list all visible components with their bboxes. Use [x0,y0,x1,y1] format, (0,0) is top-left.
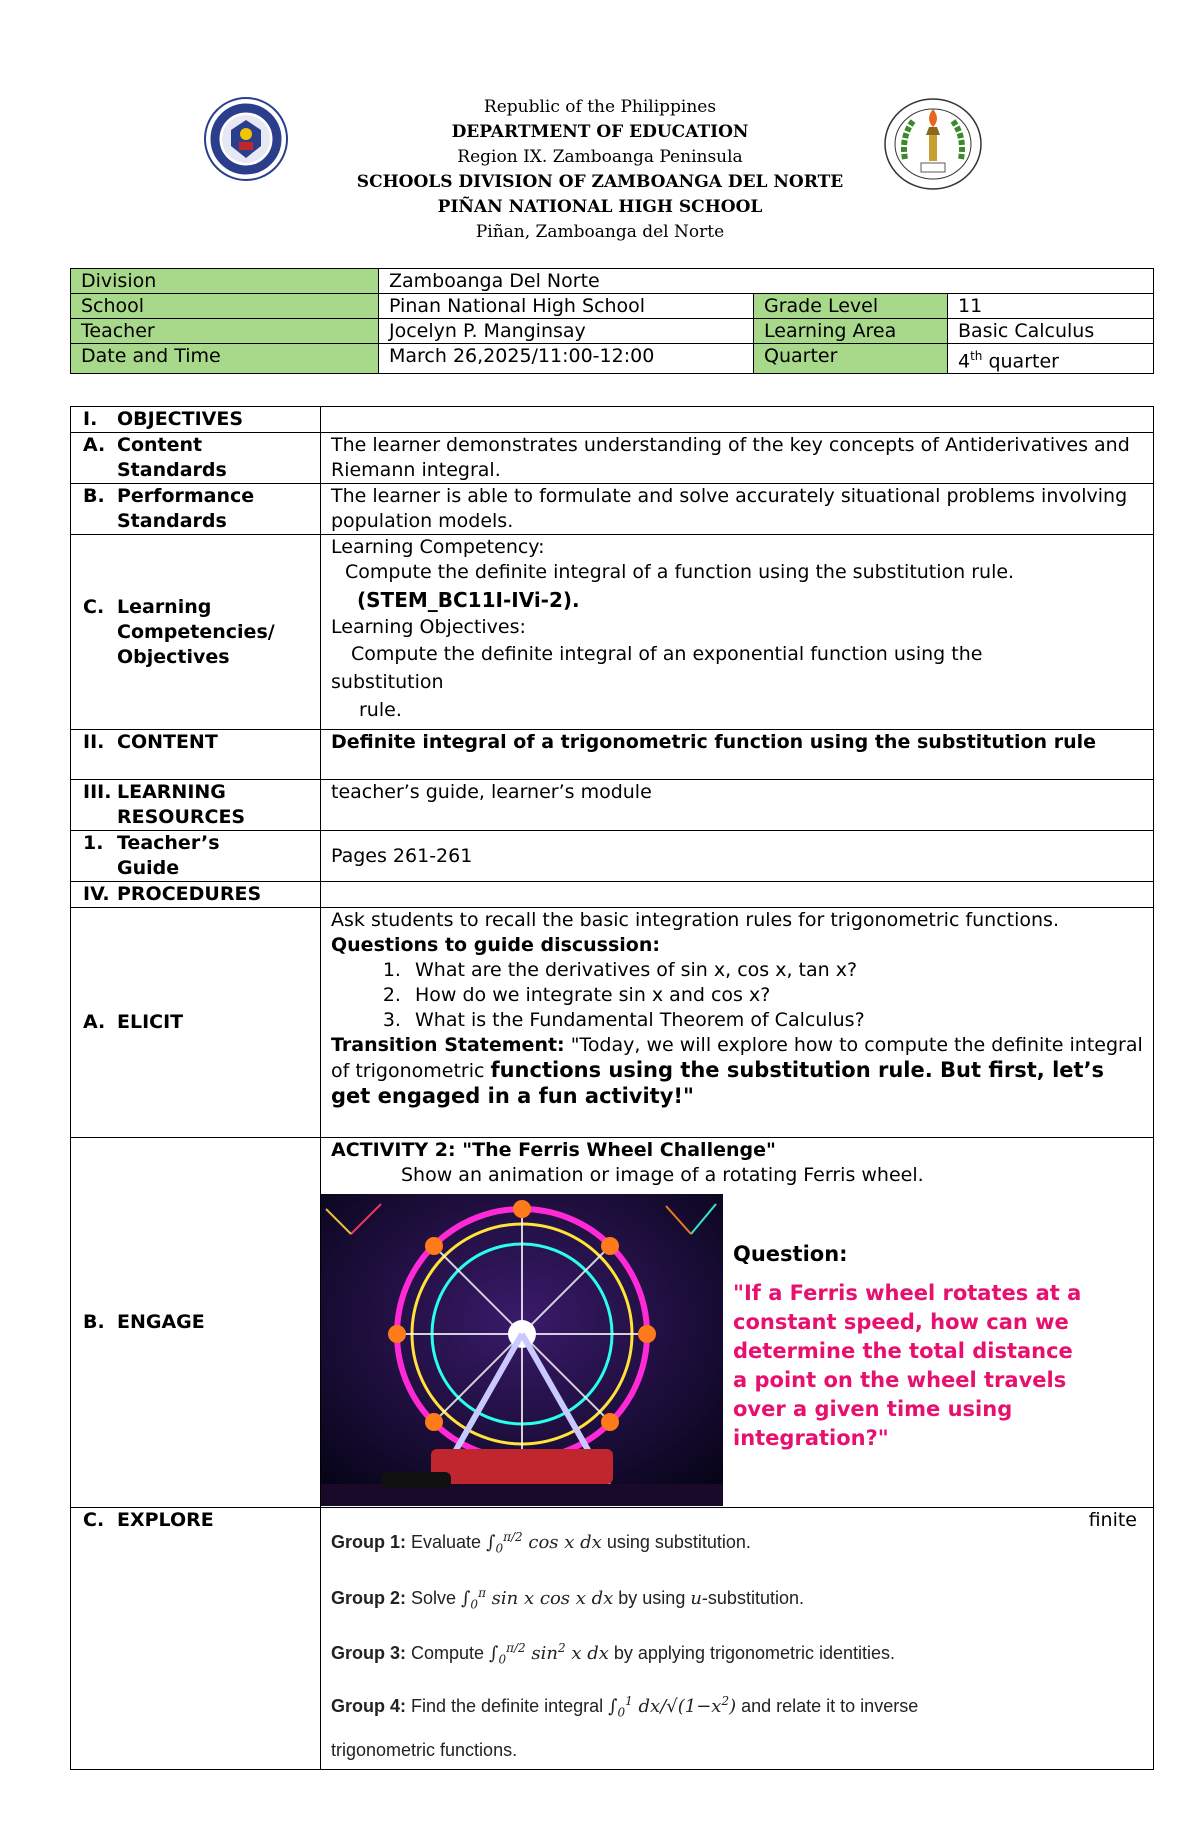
table-row [71,882,1154,908]
content-text: Definite integral of a trigonometric function using the substitution rule [321,730,1154,780]
table-row [71,1138,1154,1508]
grade-value: 11 [948,294,1154,319]
teacher-label: Teacher [71,319,379,344]
table-row [71,908,1154,1138]
engage-cell: ACTIVITY 2: "The Ferris Wheel Challenge" Show an animation or image of a rotating Ferris wheel. Question: "If a Ferris wheel rotates at a constant speed, how can we determine the total distance a point on the wheel travels over a given time using integration?" [321,1138,1154,1508]
procedures-label: IV. PROCEDURES [71,882,321,908]
table-row [71,319,1154,344]
lesson-plan-table [70,406,1154,1770]
teachers-guide-label: 1. Teacher’s Guide [71,831,321,882]
group-1-task: Group 1: Evaluate $\int_0^{\pi/2}$ cos x dx using substitution. [331,1530,751,1556]
table-row [71,780,1154,831]
quarter-value: 4th quarter [948,344,1154,374]
area-label: Learning Area [754,319,948,344]
table-row [71,433,1154,484]
resources-text: teacher’s guide, learner’s module [321,780,1154,831]
teachers-guide-text: Pages 261-261 [321,831,1154,882]
table-row [71,269,1154,294]
table-row [71,1508,1154,1770]
list-item: 2. How do we integrate sin x and cos x? [407,983,1143,1008]
grade-label: Grade Level [754,294,948,319]
division-value: Zamboanga Del Norte [379,269,1154,294]
table-row [71,294,1154,319]
competencies-cell: Learning Competency: Compute the definite integral of a function using the substitution rule. (STEM_BC11I-IVi-2). Learning Objectives: Compute the definite integral of an exponential function using the substitution rule. [321,535,1154,730]
info-table [70,268,1154,374]
performance-standards-text: The learner is able to formulate and solve accurately situational problems involving population models. [321,484,1154,535]
table-row [71,831,1154,882]
engage-question-title: Question: [733,1242,848,1266]
table-row [71,535,1154,730]
quarter-label: Quarter [754,344,948,374]
explore-cell: finite Group 1: Evaluate $\int_0^{\pi/2}$ cos x dx using substitution. Group 2: Solve $\int_0^\pi$ sin x cos x dx by using u-substitution. Group 3: Compute $\int_0^{\pi/2}$ $\sin^2 x$ dx by applying trigonometric identities. Group 4: Find the definite integral $\int_0^1$ $dx/√(1-x^2)$ and relate it to inverse trigonometric functions. [321,1508,1154,1770]
school-value: Pinan National High School [379,294,754,319]
table-row [71,730,1154,780]
region-line: Region IX. Zamboanga Peninsula [457,147,743,167]
content-standards-label: A. Content Standards [71,433,321,484]
objectives-label: I. OBJECTIVES [71,407,321,433]
explore-label: C. EXPLORE [71,1508,321,1770]
elicit-label: A. ELICIT [71,908,321,1138]
date-label: Date and Time [71,344,379,374]
division-line: SCHOOLS DIVISION OF ZAMBOANGA DEL NORTE [356,172,844,192]
group-3-task: Group 3: Compute $\int_0^{\pi/2}$ $\sin^2 x$ dx by applying trigonometric identities. [331,1641,896,1667]
date-value: March 26,2025/11:00-12:00 [379,344,754,374]
engage-question-text: "If a Ferris wheel rotates at a constant speed, how can we determine the total distance a point on the wheel travels over a given time using integration?" [733,1281,1082,1450]
table-row [71,407,1154,433]
table-row [71,484,1154,535]
republic-line: Republic of the Philippines [483,97,717,117]
resources-label: III. LEARNING RESOURCES [71,780,321,831]
content-label: II. CONTENT [71,730,321,780]
ferris-wheel-image [321,1194,723,1506]
elicit-cell: Ask students to recall the basic integration rules for trigonometric functions. Questions to guide discussion: 1. What are the derivatives of sin x, cos x, tan x? 2. How do we integrate sin x and cos x? 3. What is the Fundamental Theorem of Calculus? Transition Statement: "Today, we will explore how to compute the definite integral of trigonometric functions using the substitution rule. But first, let’s get engaged in a fun activity!" [321,908,1154,1138]
list-item: 1. What are the derivatives of sin x, cos x, tan x? [407,958,1143,983]
teacher-value: Jocelyn P. Manginsay [379,319,754,344]
school-line: PIÑAN NATIONAL HIGH SCHOOL [437,197,763,217]
area-value: Basic Calculus [948,319,1154,344]
engage-label: B. ENGAGE [71,1138,321,1508]
address-line: Piñan, Zamboanga del Norte [475,222,725,242]
school-label: School [71,294,379,319]
competencies-label: C. Learning Competencies/ Objectives [71,535,321,730]
letterhead [0,95,1200,245]
content-standards-text: The learner demonstrates understanding of the key concepts of Antiderivatives and Riemann integral. [321,433,1154,484]
group-2-task: Group 2: Solve $\int_0^\pi$ sin x cos x dx by using u-substitution. [331,1585,804,1612]
department-line: DEPARTMENT OF EDUCATION [451,122,749,142]
division-label: Division [71,269,379,294]
list-item: 3. What is the Fundamental Theorem of Calculus? [407,1008,1143,1033]
guide-questions-list [331,958,1143,1033]
group-4-task: Group 4: Find the definite integral $\int_0^1$ $dx/√(1-x^2)$ and relate it to inverse trigonometric functions. [331,1693,919,1761]
table-row [71,344,1154,374]
performance-standards-label: B. Performance Standards [71,484,321,535]
